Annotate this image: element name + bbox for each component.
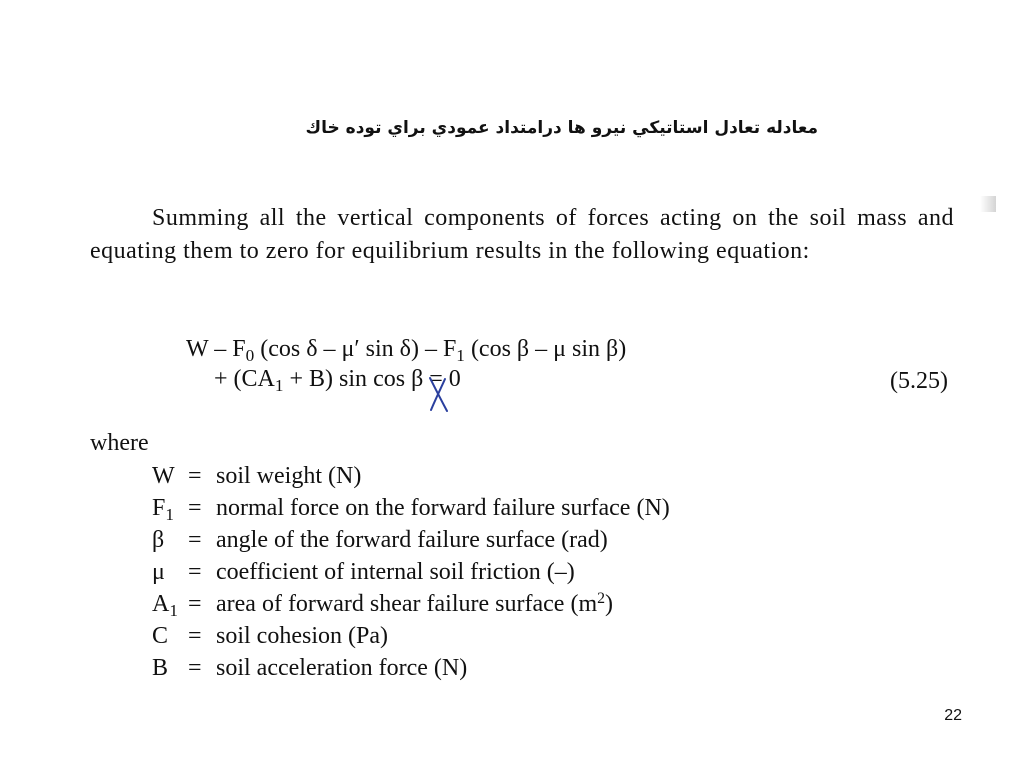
eq-a1-subscript: 1 (274, 375, 284, 395)
eq-beta-term: (cos β – μ sin β) (464, 336, 627, 362)
definition-symbol: A (152, 591, 170, 617)
definition-equals: = (188, 623, 202, 649)
definition-description: normal force on the forward failure surface (N) (216, 495, 670, 521)
slide-title: معادله تعادل استاتيكي نيرو ها درامتداد عمودي براي توده خاك (305, 118, 818, 138)
eq-f1-subscript: 1 (456, 345, 465, 365)
definition-symbol: B (152, 655, 169, 681)
eq-beta-zero: β = 0 (405, 366, 461, 392)
definition-description: area of forward shear failure surface (m (216, 591, 598, 617)
definition-symbol-subscript: 1 (165, 504, 174, 524)
definition-symbol: W (152, 463, 175, 489)
definition-symbol: F (152, 495, 166, 521)
eq-delta-term: (cos δ – μ′ sin δ) – F (254, 336, 457, 362)
eq-struck-cos: cos (373, 366, 406, 392)
definition-symbol: β (152, 527, 165, 553)
definition-description: coefficient of internal soil friction (–) (216, 559, 575, 585)
eq-f0-subscript: 0 (245, 345, 255, 365)
definition-symbol-subscript: 1 (169, 600, 178, 620)
definition-equals: = (188, 559, 202, 585)
definition-equals: = (188, 495, 202, 521)
definition-equals: = (188, 463, 202, 489)
definition-equals: = (188, 527, 202, 553)
definition-symbol: C (152, 623, 169, 649)
eq-w-f0: W – F (186, 336, 246, 362)
handwritten-cross-out-mark (427, 376, 451, 414)
definition-unit-superscript: 2 (597, 590, 606, 608)
intro-paragraph (90, 202, 954, 268)
definition-description: angle of the forward failure surface (rad) (216, 527, 608, 553)
intro-paragraph-text: Summing all the vertical components of forces acting on the soil mass and equating them to zero for equilibrium results in the following equation: (90, 205, 954, 264)
page-number: 22 (944, 707, 962, 724)
definition-description: soil weight (N) (216, 463, 362, 489)
definition-description: soil acceleration force (N) (216, 655, 468, 681)
where-label: where (90, 430, 149, 456)
eq-ca-term: + (CA (214, 366, 275, 392)
definition-description-end: ) (605, 591, 614, 617)
scanned-textbook-excerpt (82, 196, 996, 696)
eq-b-sin: + B) sin (283, 366, 374, 392)
definition-symbol: μ (152, 559, 165, 585)
definition-description: soil cohesion (Pa) (216, 623, 388, 649)
definition-equals: = (188, 655, 202, 681)
equation-number: (5.25) (890, 368, 948, 394)
definition-equals: = (188, 591, 202, 617)
